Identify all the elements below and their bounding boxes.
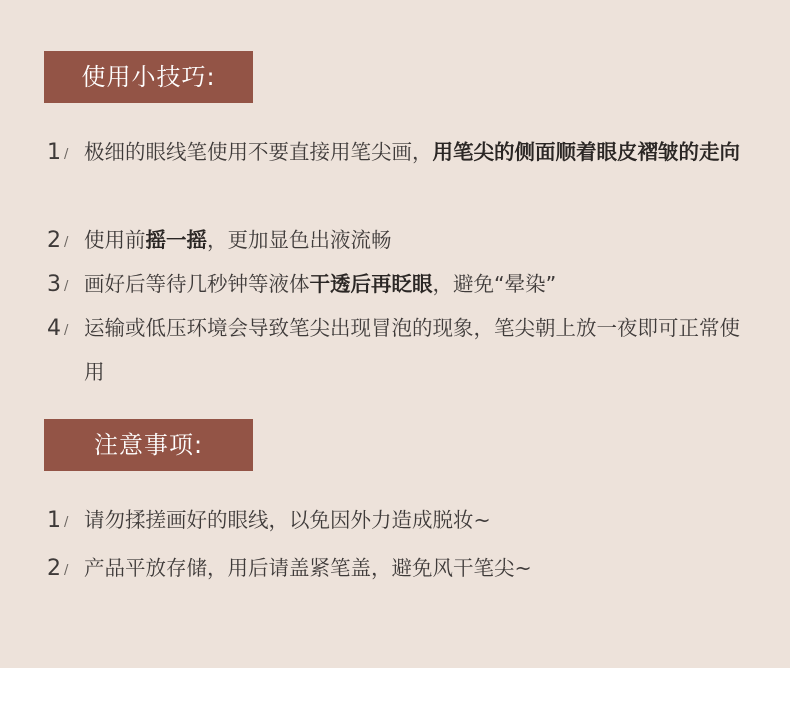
tip-text xyxy=(84,306,754,394)
tip-digit: 3 xyxy=(47,272,61,297)
note-slash: / xyxy=(64,563,69,578)
note-text: 产品平放存储，用后请盖紧笔盖，避免风干笔尖~ xyxy=(84,556,532,580)
tip-digit: 4 xyxy=(47,316,61,341)
tip-slash: / xyxy=(64,279,69,294)
tip-slash: / xyxy=(64,235,69,250)
tip-number xyxy=(44,262,84,306)
tip-number xyxy=(44,218,84,262)
tip-number xyxy=(44,130,84,174)
tip-text-plain: 极细的眼线笔使用不要直接用笔尖画， xyxy=(84,140,433,164)
tip-text xyxy=(84,130,754,174)
tips-heading: 使用小技巧: xyxy=(44,51,253,103)
tip-text xyxy=(84,218,754,262)
tip-item-2 xyxy=(44,218,754,262)
tip-text-bold: 摇一摇 xyxy=(145,228,207,252)
tip-digit: 2 xyxy=(47,228,61,253)
tip-item-3 xyxy=(44,262,754,306)
note-digit: 2 xyxy=(47,556,61,581)
tip-text xyxy=(84,262,754,306)
note-slash: / xyxy=(64,515,69,530)
tip-digit: 1 xyxy=(47,140,61,165)
tip-slash: / xyxy=(64,323,69,338)
note-number xyxy=(44,498,84,542)
note-number xyxy=(44,546,84,590)
tip-number xyxy=(44,306,84,350)
note-digit: 1 xyxy=(47,508,61,533)
tip-text-plain-tail: ，更加显色出液流畅 xyxy=(207,228,392,252)
note-text: 请勿揉搓画好的眼线，以免因外力造成脱妆~ xyxy=(84,508,491,532)
notes-heading: 注意事项: xyxy=(44,419,253,471)
tip-text-plain-tail: ，避免“晕染” xyxy=(432,272,557,296)
note-item-1 xyxy=(44,498,754,542)
tip-item-1 xyxy=(44,130,754,174)
tip-text-bold: 干透后再眨眼 xyxy=(309,272,433,296)
tip-slash: / xyxy=(64,147,69,162)
note-item-2 xyxy=(44,546,754,590)
tip-text-plain: 使用前 xyxy=(84,228,146,252)
tip-item-4 xyxy=(44,306,754,394)
tip-text-plain: 画好后等待几秒钟等液体 xyxy=(84,272,310,296)
tip-text-bold: 用笔尖的侧面顺着眼皮褶皱的走向 xyxy=(432,140,740,164)
tip-text-plain: 运输或低压环境会导致笔尖出现冒泡的现象，笔尖朝上放一夜即可正常使用 xyxy=(84,316,740,384)
